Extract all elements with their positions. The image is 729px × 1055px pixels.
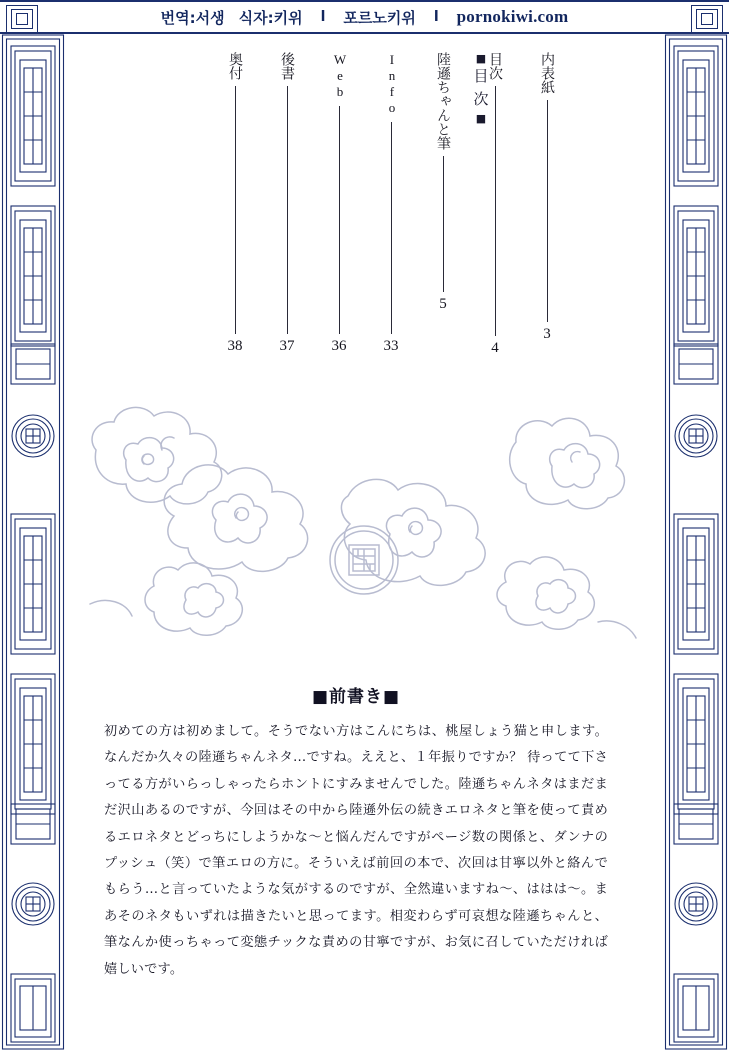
toc-leader-rule bbox=[339, 106, 340, 334]
toc-entry-colophon[interactable] bbox=[221, 52, 249, 355]
toc-entry-contents[interactable] bbox=[481, 52, 509, 357]
toc-entry-page: 4 bbox=[491, 340, 499, 356]
banner-separator-1: l bbox=[320, 9, 326, 25]
toc-heading-char-1: 目 bbox=[473, 67, 491, 86]
toc-leader-rule bbox=[547, 100, 548, 322]
banner-separator-2: l bbox=[433, 9, 439, 25]
toc-heading-char-2: 次 bbox=[473, 90, 491, 109]
toc-entry-label: 陸遜ちゃんと筆 bbox=[435, 52, 452, 150]
toc-entry-page: 37 bbox=[279, 338, 295, 354]
toc-entry-label: Web bbox=[332, 52, 348, 100]
toc-entry-label: 奥付 bbox=[227, 52, 244, 80]
toc-leader-rule bbox=[235, 86, 236, 334]
site-url: pornokiwi.com bbox=[456, 7, 569, 26]
toc-entry-page: 38 bbox=[227, 338, 243, 354]
toc-leader-rule bbox=[495, 86, 496, 336]
preface-body-text: 初めての方は初めまして。そうでない方はこんにちは、桃屋しょう猫と申します。なんだか久々の陸遜ちゃんネタ…ですね。ええと、１年振りですか？ 待ってて下さってる方がいらっしゃったらホントにすみませんでした。陸遜ちゃんネタはまだまだ沢山あるのですが、今回はその中から陸遜外伝の続きエロネタと筆を使って責めるエロネタとどっちにしようかな〜と悩んだんですがページ数の関係と、ダンナのプッシュ（笑）で筆エロの方に。そういえば前回の本で、次回は甘寧以外と絡んでもらう…と言っていたような気がするのですが、全然違いますね〜、ははは〜。まあそのネタもいずれは描きたいと思ってます。相変わらず可哀想な陸遜ちゃんと、筆なんか使っちゃって変態チックな責めの甘寧ですが、お気に召していただければ嬉しいです。 bbox=[104, 724, 608, 977]
typesetter-label: 식자:키위 bbox=[238, 8, 303, 27]
toc-entry-page: 33 bbox=[383, 338, 399, 354]
toc-entry-web[interactable] bbox=[325, 52, 353, 355]
toc-entry-page: 3 bbox=[543, 326, 551, 342]
toc-leader-rule bbox=[443, 156, 444, 292]
left-border-ornament bbox=[0, 34, 66, 1050]
right-border-ornament bbox=[663, 34, 729, 1050]
toc-entry-page: 36 bbox=[331, 338, 347, 354]
toc-entry-inner-cover[interactable] bbox=[533, 52, 561, 343]
translation-credit-banner bbox=[0, 0, 729, 34]
toc-entry-label: Info bbox=[384, 52, 400, 116]
circular-seal-emblem-icon bbox=[330, 526, 398, 594]
translator-label: 번역:서생 bbox=[160, 8, 225, 27]
toc-entry-label: 後書 bbox=[279, 52, 296, 80]
preface-title: ■前書き■ bbox=[311, 687, 401, 707]
toc-heading-bottom-mark: ■ bbox=[475, 111, 489, 125]
table-of-contents bbox=[66, 34, 663, 384]
ornamental-square-left-icon bbox=[6, 5, 38, 33]
toc-entry-page: 5 bbox=[439, 296, 447, 312]
toc-entry-info[interactable] bbox=[377, 52, 405, 355]
preface-section bbox=[96, 682, 616, 983]
toc-entry-afterword[interactable] bbox=[273, 52, 301, 355]
chinese-cloud-motif-icon bbox=[66, 390, 663, 670]
group-label: 포르노키위 bbox=[343, 8, 416, 27]
ornamental-square-right-icon bbox=[691, 5, 723, 33]
toc-entry-main-story[interactable] bbox=[429, 52, 457, 313]
toc-heading-top-mark: ■ bbox=[475, 52, 489, 65]
toc-entry-label: 内表紙 bbox=[539, 52, 556, 94]
toc-entry-label: 目次 bbox=[487, 52, 504, 80]
toc-leader-rule bbox=[287, 86, 288, 334]
toc-leader-rule bbox=[391, 122, 392, 334]
